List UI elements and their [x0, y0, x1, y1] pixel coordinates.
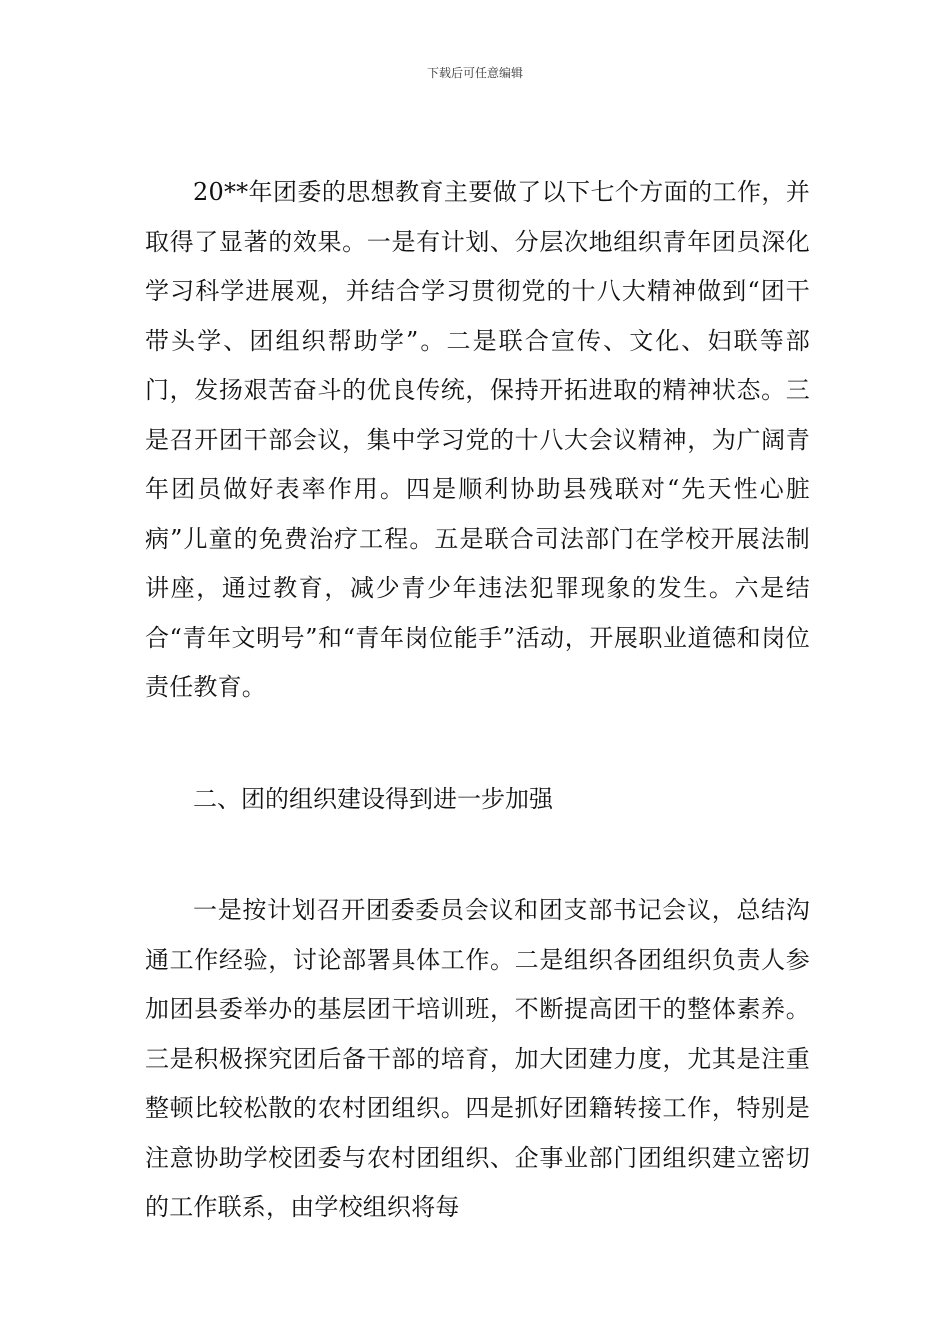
document-body — [145, 168, 810, 1233]
paragraph-ideological-education: 20**年团委的思想教育主要做了以下七个方面的工作，并取得了显著的效果。一是有计划、分层次地组织青年团员深化学习科学进展观，并结合学习贯彻党的十八大精神做到“团干带头学、团组织帮助学”。二是联合宣传、文化、妇联等部门，发扬艰苦奋斗的优良传统，保持开拓进取的精神状态。三是召开团干部会议，集中学习党的十八大会议精神，为广阔青年团员做好表率作用。四是顺利协助县残联对“先天性心脏病”儿童的免费治疗工程。五是联合司法部门在学校开展法制讲座，通过教育，减少青少年违法犯罪现象的发生。六是结合“青年文明号”和“青年岗位能手”活动，开展职业道德和岗位责任教育。 — [145, 178, 810, 701]
section-heading-organization: 二、团的组织建设得到进一步加强 — [193, 784, 553, 813]
paragraph-organization-building: 一是按计划召开团委委员会议和团支部书记会议，总结沟通工作经验，讨论部署具体工作。二是组织各团组织负责人参加团县委举办的基层团干培训班，不断提高团干的整体素养。三是积极探究团后备干部的培育，加大团建力度，尤其是注重整顿比较松散的农村团组织。四是抓好团籍转接工作，特别是注意协助学校团委与农村团组织、企事业部门团组织建立密切的工作联系，由学校组织将每 — [145, 896, 810, 1221]
paragraph-spacer — [145, 713, 810, 775]
paragraph-spacer — [145, 824, 810, 886]
page-header-note: 下载后可任意编辑 — [426, 66, 523, 80]
